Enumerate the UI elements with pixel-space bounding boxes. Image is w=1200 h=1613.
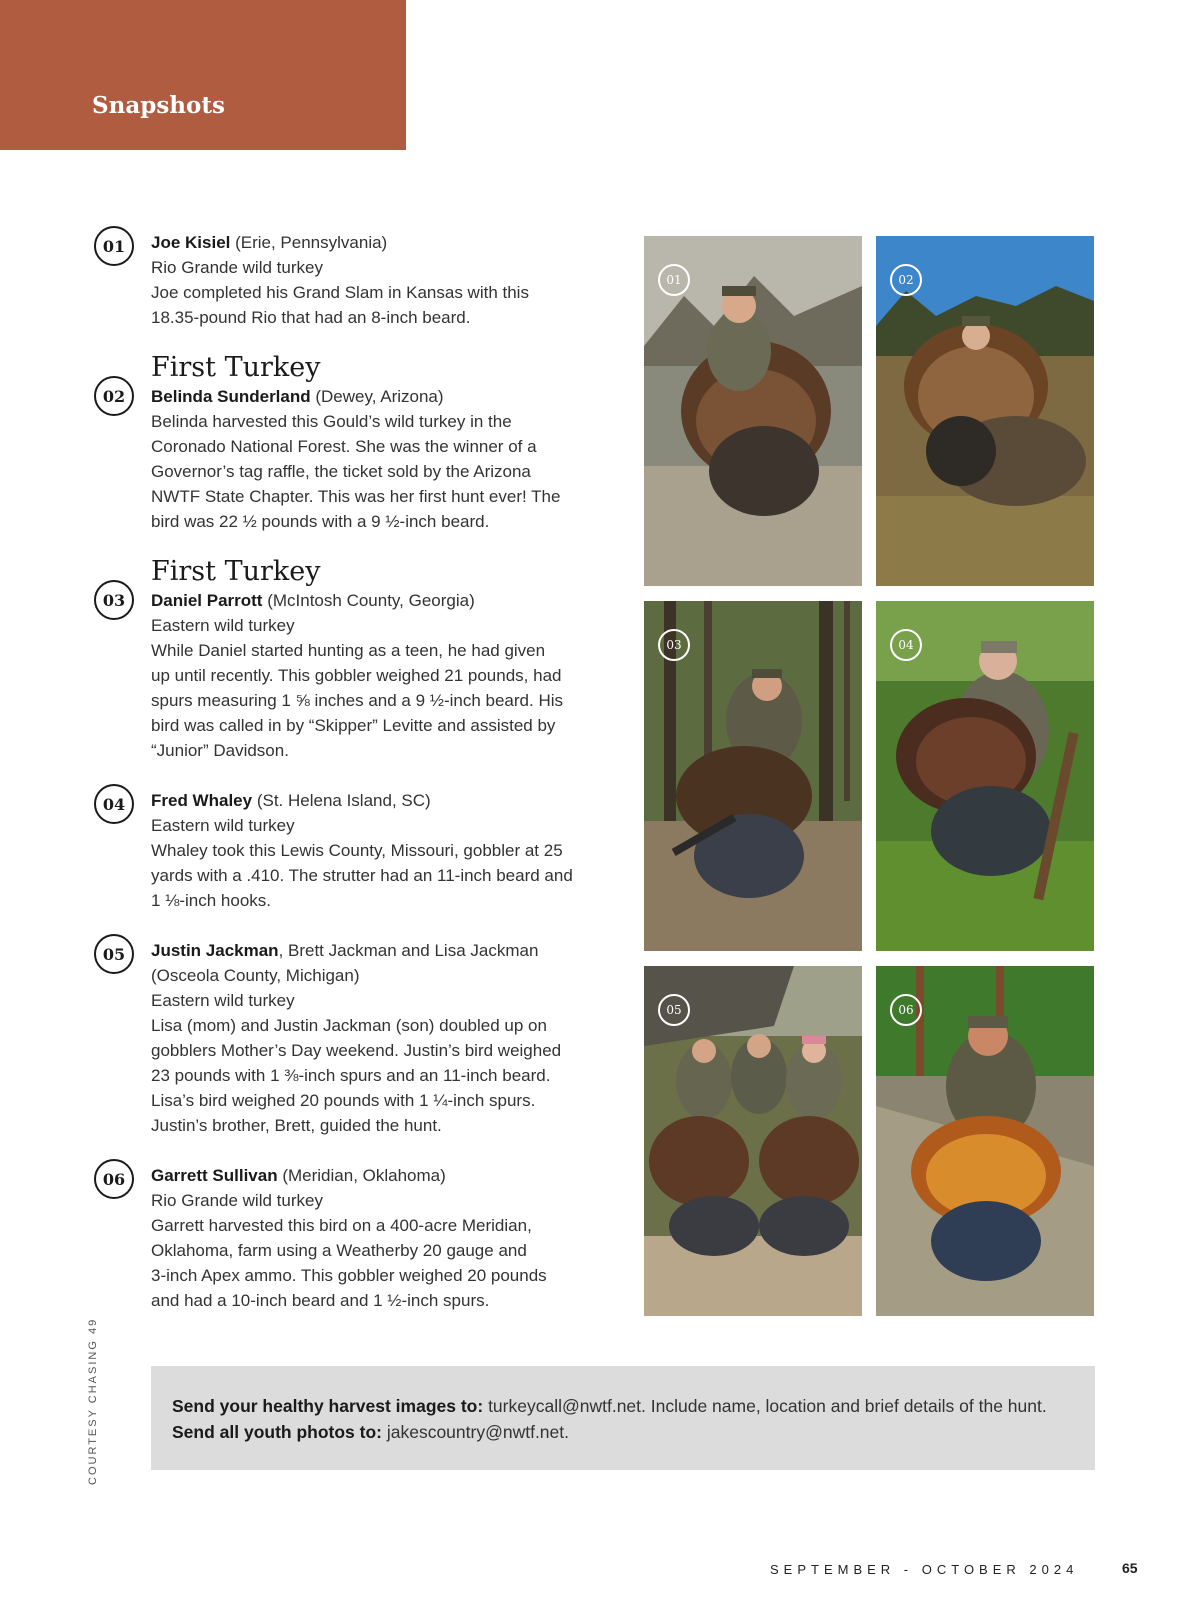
entry-line: Eastern wild turkey — [151, 616, 295, 635]
callout-youth-email-text: jakescountry@nwtf.net. — [381, 1422, 569, 1442]
entry-line: 1 ⅛-inch hooks. — [151, 891, 272, 910]
entry-line: yards with a .410. The strutter had an 11-inch beard and — [151, 866, 573, 885]
entry-line: and had a 10-inch beard and 1 ½-inch spurs. — [151, 1291, 490, 1310]
entry-line: Lisa (mom) and Justin Jackman (son) doubled up on — [151, 1016, 547, 1035]
entry-line: Governor’s tag raffle, the ticket sold by the Arizona — [151, 462, 531, 481]
photo-06 — [876, 966, 1094, 1316]
photo-number-badge: 01 — [658, 264, 690, 296]
photo-number-badge: 06 — [890, 994, 922, 1026]
entry-line: NWTF State Chapter. This was her first hunt ever! The — [151, 487, 561, 506]
entry-line: Belinda harvested this Gould’s wild turkey in the — [151, 412, 512, 431]
entry-line: Justin’s brother, Brett, guided the hunt. — [151, 1116, 442, 1135]
photo-01 — [644, 236, 862, 586]
entry-line: Whaley took this Lewis County, Missouri, gobbler at 25 — [151, 841, 563, 860]
photo-credit: COURTESY CHASING 49 — [87, 1317, 99, 1485]
entry-line: (Osceola County, Michigan) — [151, 966, 360, 985]
entry-location: (Erie, Pennsylvania) — [230, 233, 388, 252]
photo-04 — [876, 601, 1094, 951]
entry-line: gobblers Mother’s Day weekend. Justin’s bird weighed — [151, 1041, 562, 1060]
entry-line: Garrett harvested this bird on a 400-acre Meridian, — [151, 1216, 532, 1235]
issue-date: SEPTEMBER - OCTOBER 2024 — [770, 1562, 1079, 1577]
callout-bold-1: Send your healthy harvest images to: — [172, 1396, 484, 1416]
entry-location: (Dewey, Arizona) — [310, 387, 444, 406]
entry-01 — [94, 230, 604, 330]
entry-location: (Meridian, Oklahoma) — [277, 1166, 446, 1185]
entry-location: (McIntosh County, Georgia) — [262, 591, 475, 610]
entry-number-badge: 03 — [94, 580, 134, 620]
callout-email-text: turkeycall@nwtf.net. Include name, location and brief details of the hunt. — [483, 1396, 1047, 1416]
photo-number-badge: 05 — [658, 994, 690, 1026]
entry-line: bird was called in by “Skipper” Levitte and assisted by — [151, 716, 556, 735]
entry-02 — [94, 352, 604, 534]
submission-callout — [151, 1366, 1095, 1470]
entries-list — [94, 230, 604, 1313]
entry-line: Rio Grande wild turkey — [151, 258, 323, 277]
entry-line: While Daniel started hunting as a teen, he had given — [151, 641, 546, 660]
entry-line: 18.35-pound Rio that had an 8-inch beard. — [151, 308, 471, 327]
entry-line: bird was 22 ½ pounds with a 9 ½-inch beard. — [151, 512, 490, 531]
entry-number-badge: 02 — [94, 376, 134, 416]
entry-location: (St. Helena Island, SC) — [252, 791, 431, 810]
entry-name: Justin Jackman — [151, 941, 279, 960]
entry-line: 23 pounds with 1 ⅜-inch spurs and an 11-inch beard. — [151, 1066, 551, 1085]
photo-number-badge: 04 — [890, 629, 922, 661]
entry-name: Garrett Sullivan — [151, 1166, 278, 1185]
entry-line: Coronado National Forest. She was the winner of a — [151, 437, 537, 456]
entry-04 — [94, 788, 604, 913]
entry-name: Belinda Sunderland — [151, 387, 311, 406]
photo-05 — [644, 966, 862, 1316]
page-number: 65 — [1122, 1560, 1138, 1576]
entry-line: Joe completed his Grand Slam in Kansas with this — [151, 283, 529, 302]
entry-number-badge: 04 — [94, 784, 134, 824]
entry-number-badge: 01 — [94, 226, 134, 266]
entry-line: Rio Grande wild turkey — [151, 1191, 323, 1210]
entry-line: Lisa’s bird weighed 20 pounds with 1 ¼-inch spurs. — [151, 1091, 536, 1110]
entry-subhead: First Turkey — [151, 556, 321, 587]
callout-text — [172, 1393, 1052, 1445]
photo-number-badge: 02 — [890, 264, 922, 296]
entry-subhead: First Turkey — [151, 352, 321, 383]
entry-number-badge: 06 — [94, 1159, 134, 1199]
entry-06 — [94, 1163, 604, 1313]
entry-line: Eastern wild turkey — [151, 991, 295, 1010]
entry-line: Oklahoma, farm using a Weatherby 20 gauge and — [151, 1241, 527, 1260]
entry-name: Joe Kisiel — [151, 233, 231, 252]
section-title: Snapshots — [92, 92, 225, 119]
entry-line: 3-inch Apex ammo. This gobbler weighed 20 pounds — [151, 1266, 547, 1285]
entry-line: spurs measuring 1 ⅝ inches and a 9 ½-inch beard. His — [151, 691, 564, 710]
entry-location: , Brett Jackman and Lisa Jackman — [278, 941, 539, 960]
entry-line: Eastern wild turkey — [151, 816, 295, 835]
callout-bold-2: Send all youth photos to: — [172, 1422, 382, 1442]
entry-05 — [94, 938, 604, 1138]
entry-name: Daniel Parrott — [151, 591, 263, 610]
entry-03 — [94, 556, 604, 763]
photo-number-badge: 03 — [658, 629, 690, 661]
photo-03 — [644, 601, 862, 951]
section-header — [0, 0, 406, 150]
photo-02 — [876, 236, 1094, 586]
entry-number-badge: 05 — [94, 934, 134, 974]
entry-line: “Junior” Davidson. — [151, 741, 289, 760]
entry-line: up until recently. This gobbler weighed 21 pounds, had — [151, 666, 562, 685]
entry-name: Fred Whaley — [151, 791, 253, 810]
